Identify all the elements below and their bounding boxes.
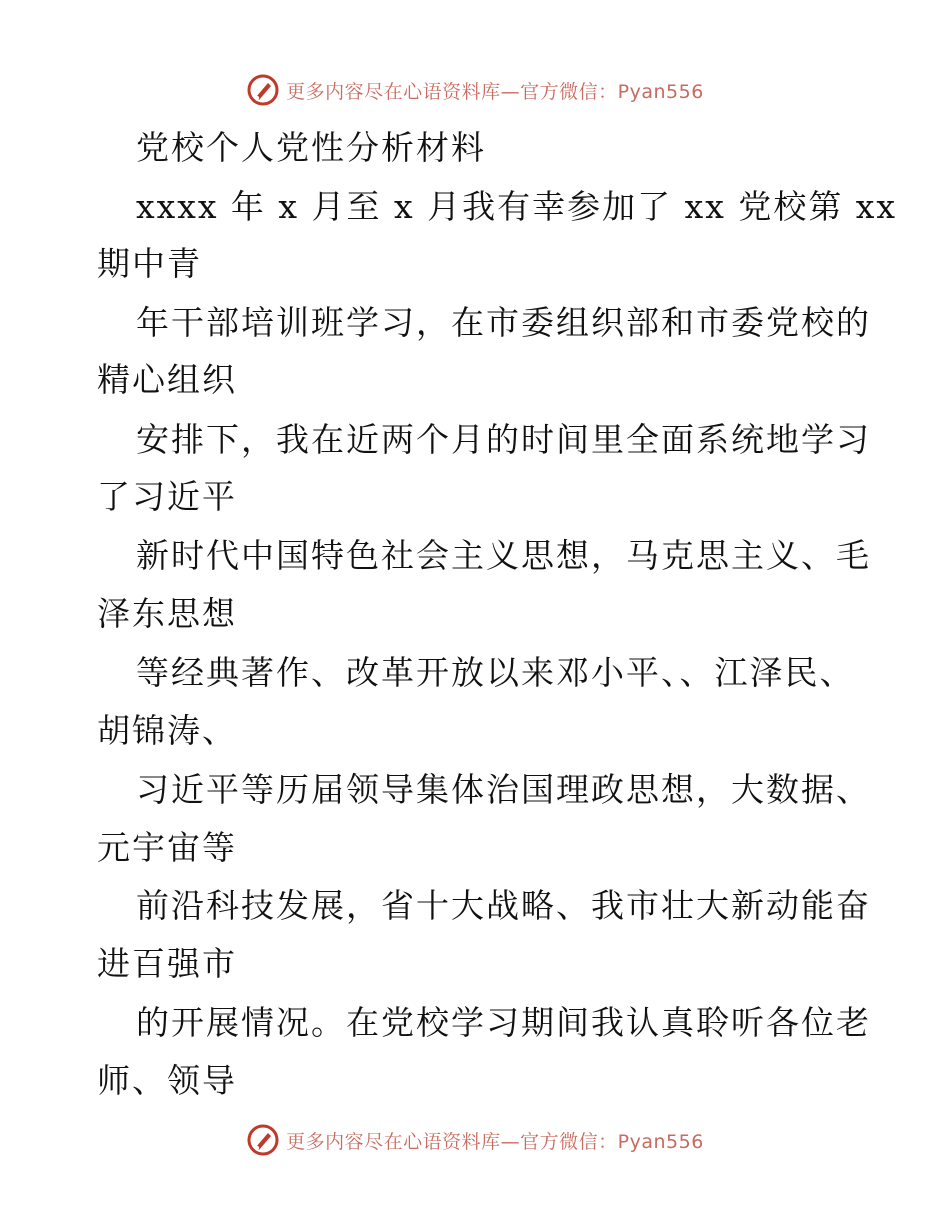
pen-logo-icon xyxy=(246,1123,280,1157)
pen-logo-icon xyxy=(246,73,280,107)
header-watermark-text: 更多内容尽在心语资料库—官方微信：Pyan556 xyxy=(286,80,704,103)
footer-watermark-text: 更多内容尽在心语资料库—官方微信：Pyan556 xyxy=(286,1130,704,1153)
text-line: 期中青 xyxy=(97,244,202,283)
text-line: 师、领导 xyxy=(97,1061,237,1100)
text-line: 新时代中国特色社会主义思想，马克思主义、毛 xyxy=(136,536,871,575)
text-line: 安排下，我在近两个月的时间里全面系统地学习 xyxy=(136,420,871,459)
text-line: 等经典著作、改革开放以来邓小平、、江泽民、 xyxy=(136,653,855,692)
text-line: 元宇宙等 xyxy=(97,828,237,867)
text-line: 了习近平 xyxy=(97,477,237,516)
text-line: 习近平等历届领导集体治国理政思想，大数据、 xyxy=(136,770,871,809)
document-title: 党校个人党性分析材料 xyxy=(136,128,486,167)
text-line: 精心组织 xyxy=(97,360,237,399)
text-line: 胡锦涛、 xyxy=(97,711,237,750)
text-line: 年干部培训班学习，在市委组织部和市委党校的 xyxy=(136,303,871,342)
text-line: 前沿科技发展，省十大战略、我市壮大新动能奋 xyxy=(136,886,871,925)
text-line: 泽东思想 xyxy=(97,594,237,633)
text-line: xxxx 年 x 月至 x 月我有幸参加了 xx 党校第 xx xyxy=(136,187,898,226)
header-watermark-banner xyxy=(0,70,950,110)
text-line: 的开展情况。在党校学习期间我认真聆听各位老 xyxy=(136,1003,871,1042)
text-line: 进百强市 xyxy=(97,944,237,983)
footer-watermark-banner xyxy=(0,1120,950,1160)
